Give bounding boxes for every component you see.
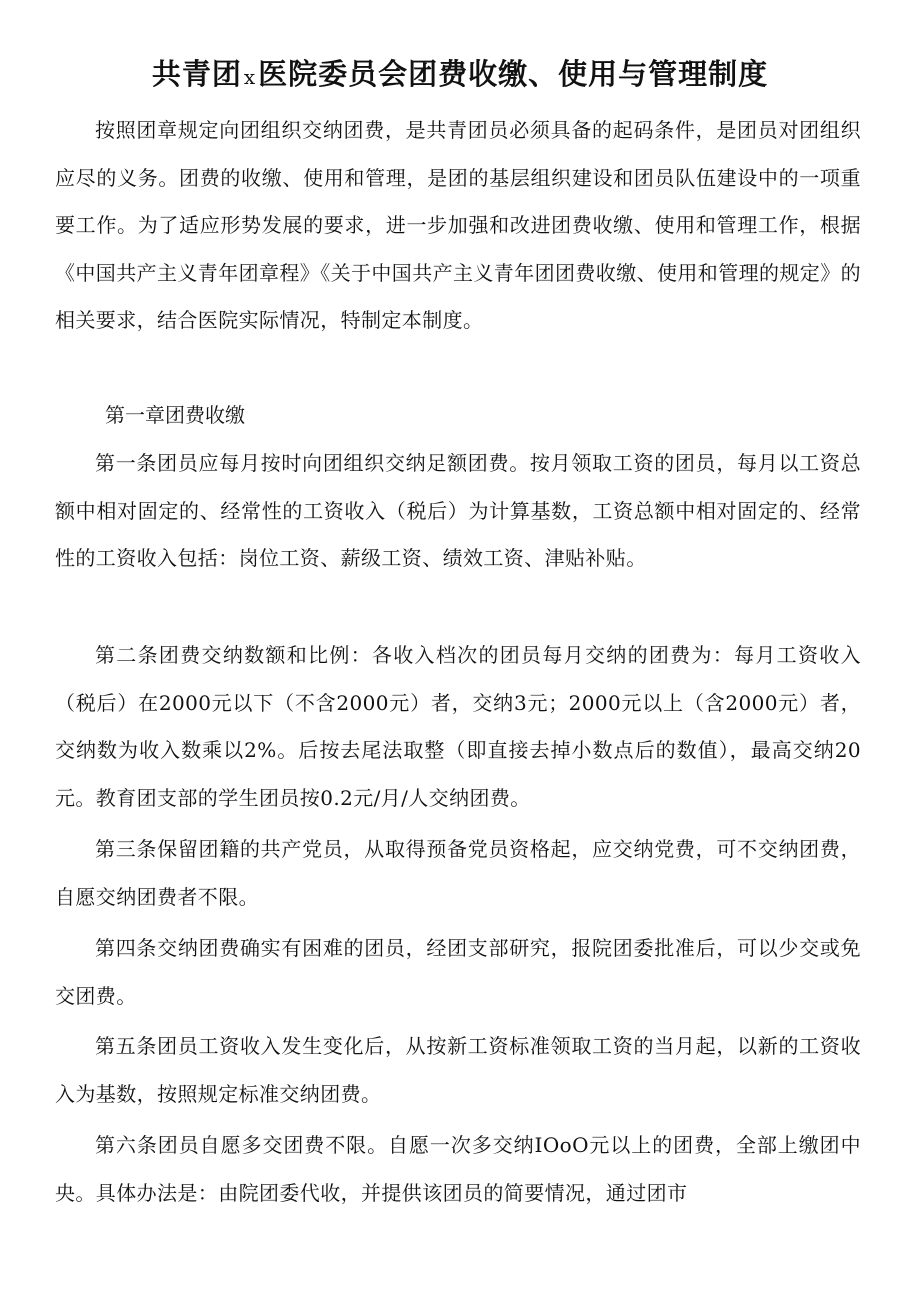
article-2: 第二条团费交纳数额和比例：各收入档次的团员每月交纳的团费为：每月工资收入（税后）在2000元以下（不含2000元）者，交纳3元；2000元以上（含2000元）者，交纳数为收入数乘以2%。后按去尾法取整（即直接去掉小数点后的数值），最高交纳20元。教育团支部的学生团员按0.2元/月/人交纳团费。 — [55, 643, 861, 810]
title-suffix: 医院委员会团费收缴、使用与管理制度 — [258, 57, 769, 91]
article-4: 第四条交纳团费确实有困难的团员，经团支部研究，报院团委批准后，可以少交或免交团费。 — [55, 936, 861, 1008]
article-1: 第一条团员应每月按时向团组织交纳足额团费。按月领取工资的团员，每月以工资总额中相对固定的、经常性的工资收入（税后）为计算基数，工资总额中相对固定的、经常性的工资收入包括：岗位工资、薪级工资、绩效工资、津贴补贴。 — [55, 451, 861, 570]
intro-paragraph: 按照团章规定向团组织交纳团费，是共青团员必须具备的起码条件，是团员对团组织应尽的义务。团费的收缴、使用和管理，是团的基层组织建设和团员队伍建设中的一项重要工作。为了适应形势发展的要求，进一步加强和改进团费收缴、使用和管理工作，根据《中国共产主义青年团章程》《关于中国共产主义青年团团费收缴、使用和管理的规定》的相关要求，结合医院实际情况，特制定本制度。 — [55, 118, 861, 332]
chapter-heading: 第一章团费收缴 — [105, 403, 245, 427]
article-3: 第三条保留团籍的共产党员，从取得预备党员资格起，应交纳党费，可不交纳团费，自愿交纳团费者不限。 — [55, 837, 861, 909]
article-5: 第五条团员工资收入发生变化后，从按新工资标准领取工资的当月起，以新的工资收入为基数，按照规定标准交纳团费。 — [55, 1034, 861, 1106]
article-6: 第六条团员自愿多交团费不限。自愿一次多交纳IOoO元以上的团费，全部上缴团中央。具体办法是：由院团委代收，并提供该团员的简要情况，通过团市 — [55, 1133, 861, 1205]
document-title — [0, 52, 920, 99]
title-prefix: 共青团 — [151, 57, 242, 91]
title-placeholder-x: x — [243, 65, 257, 89]
